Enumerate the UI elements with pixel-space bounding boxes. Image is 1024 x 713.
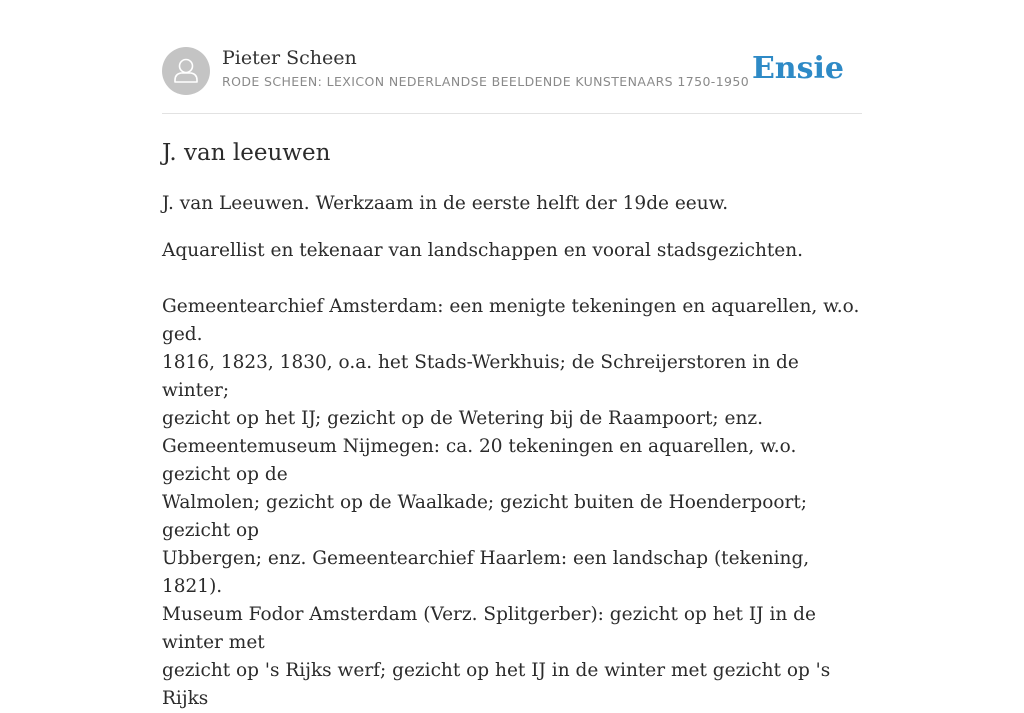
entry-paragraph-1: J. van Leeuwen. Werkzaam in de eerste helft der 19de eeuw. [162,193,729,214]
user-icon [162,47,210,95]
entry-paragraph-2: Aquarellist en tekenaar van landschappen en vooral stadsgezichten. [162,240,804,261]
ensie-logo-link[interactable]: Ensie [751,51,844,86]
entry-paragraph-3: Gemeentearchief Amsterdam: een menigte tekeningen en aquarellen, w.o. ged. 1816, 1823, 1830, o.a. het Stads-Werkhuis; de Schreijerstoren in de winter; gezicht op het IJ; gezicht op de Wetering bij de Raampoort; enz. Gemeentemuseum Nijmegen: ca. 20 tekeningen en aquarellen, w.o. gezicht op de Walmolen; gezicht op de Waalkade; gezicht buiten de Hoenderpoort; gezicht op Ubbergen; enz. Gemeentearchief Haarlem: een landschap (tekening, 1821). Museum Fodor Amsterdam (Verz. Splitgerber): gezicht op het IJ in de winter met gezicht op 's Rijks werf; gezicht op het IJ in de winter met gezicht op 's Rijks [162,296,860,709]
entry-body [162,190,862,713]
source-title[interactable]: RODE SCHEEN: LEXICON NEDERLANDSE BEELDENDE KUNSTENAARS 1750-1950 [222,74,750,89]
entry-header [162,46,862,96]
header-divider [162,113,862,114]
author-name[interactable]: Pieter Scheen [222,47,357,69]
author-avatar[interactable] [162,47,210,95]
entry-page [162,0,862,709]
entry-title: J. van leeuwen [162,140,331,166]
